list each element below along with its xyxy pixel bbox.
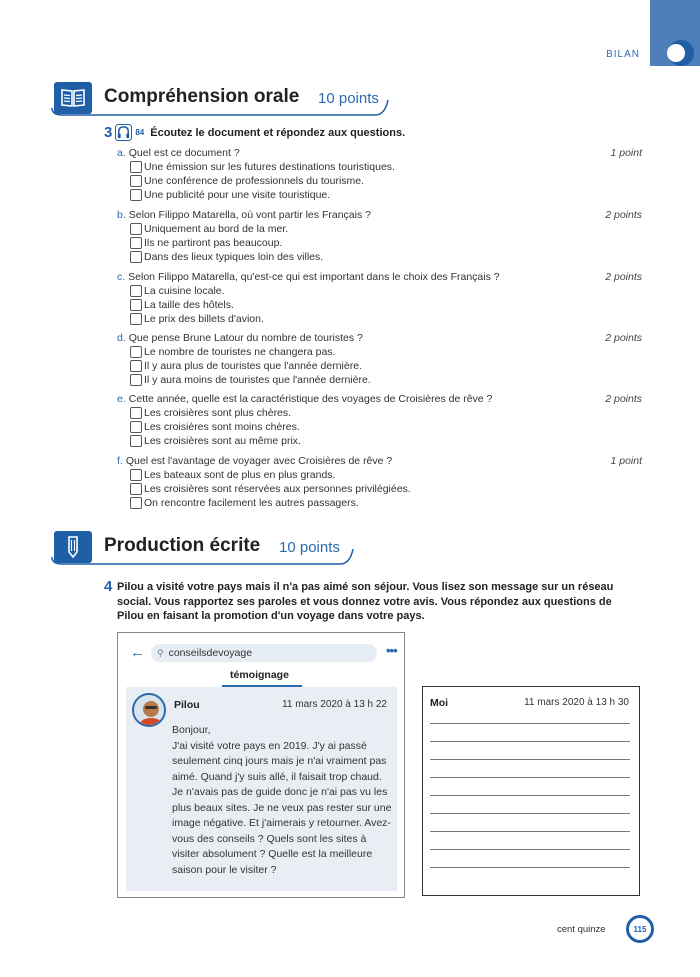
question-a: [117, 146, 642, 202]
reply-author: Moi: [430, 697, 449, 709]
pencil-icon: [54, 531, 92, 563]
question-b: [117, 208, 642, 264]
checkbox[interactable]: [130, 469, 142, 481]
answer-option[interactable]: On rencontre facilement les autres passagers.: [130, 496, 642, 510]
checkbox[interactable]: [130, 285, 142, 297]
book-icon: [54, 82, 92, 114]
checkbox[interactable]: [130, 223, 142, 235]
track-number: 84: [135, 128, 145, 137]
page-number-words: cent quinze: [557, 924, 606, 935]
question-letter: b.: [117, 209, 126, 221]
question-text: Quel est ce document ?: [128, 147, 240, 159]
answer-option[interactable]: Les croisières sont moins chères.: [130, 420, 642, 434]
tab-circle-decoration: [668, 40, 694, 66]
question-points: 2 points: [605, 271, 642, 283]
section-header-written: [50, 531, 360, 565]
question-letter: c.: [117, 271, 126, 283]
question-e: [117, 392, 642, 448]
reply-box[interactable]: [422, 686, 640, 896]
avatar[interactable]: [132, 693, 166, 727]
post-message: [172, 723, 392, 878]
checkbox[interactable]: [130, 374, 142, 386]
post-card: [126, 687, 397, 891]
writing-line: [430, 813, 630, 814]
question-f: [117, 454, 642, 510]
section-header-oral: [50, 82, 395, 116]
social-post-panel: [117, 632, 405, 898]
question-text: Cette année, quelle est la caractéristique des voyages de Croisières de rêve ?: [128, 393, 493, 405]
exercise-number: 4: [104, 578, 113, 595]
answer-option[interactable]: Une émission sur les futures destinations touristiques.: [130, 160, 642, 174]
question-letter: f.: [117, 455, 123, 467]
writing-line: [430, 849, 630, 850]
question-letter: d.: [117, 332, 126, 344]
checkbox[interactable]: [130, 346, 142, 358]
writing-line: [430, 795, 630, 796]
answer-option[interactable]: Le prix des billets d'avion.: [130, 312, 642, 326]
tab-temoignage[interactable]: témoignage: [230, 669, 289, 681]
writing-line: [430, 831, 630, 832]
question-points: 2 points: [605, 332, 642, 344]
exercise-3-header: [104, 124, 405, 141]
question-text: Que pense Brune Latour du nombre de touristes ?: [128, 332, 363, 344]
section-tag: BILAN: [606, 49, 640, 60]
section-points: 10 points: [318, 90, 379, 107]
answer-option[interactable]: Une publicité pour une visite touristique.: [130, 188, 642, 202]
answer-option[interactable]: Les croisières sont au même prix.: [130, 434, 642, 448]
answer-option[interactable]: Le nombre de touristes ne changera pas.: [130, 345, 642, 359]
writing-line: [430, 777, 630, 778]
section-title: Compréhension orale: [104, 86, 300, 107]
answer-option[interactable]: Il y aura plus de touristes que l'année dernière.: [130, 359, 642, 373]
question-text: Selon Filippo Matarella, qu'est-ce qui est important dans le choix des Français ?: [128, 271, 500, 283]
checkbox[interactable]: [130, 237, 142, 249]
checkbox[interactable]: [130, 421, 142, 433]
checkbox[interactable]: [130, 313, 142, 325]
post-author: Pilou: [174, 699, 200, 711]
question-points: 2 points: [605, 209, 642, 221]
question-c: [117, 270, 642, 326]
answer-option[interactable]: Dans des lieux typiques loin des villes.: [130, 250, 642, 264]
question-letter: a.: [117, 147, 126, 159]
answer-option[interactable]: Ils ne partiront pas beaucoup.: [130, 236, 642, 250]
checkbox[interactable]: [130, 161, 142, 173]
answer-option[interactable]: La cuisine locale.: [130, 284, 642, 298]
question-d: [117, 331, 642, 387]
writing-line: [430, 759, 630, 760]
answer-option[interactable]: Il y aura moins de touristes que l'année dernière.: [130, 373, 642, 387]
checkbox[interactable]: [130, 435, 142, 447]
exercise-instruction: Écoutez le document et répondez aux questions.: [150, 126, 406, 139]
question-letter: e.: [117, 393, 126, 405]
search-input[interactable]: ⚲ conseilsdevoyage: [151, 644, 377, 662]
section-points: 10 points: [279, 539, 340, 556]
writing-line: [430, 867, 630, 868]
reply-date: 11 mars 2020 à 13 h 30: [524, 697, 629, 708]
answer-option[interactable]: Les croisières sont plus chères.: [130, 406, 642, 420]
writing-line: [430, 723, 630, 724]
post-greeting: Bonjour,: [172, 724, 211, 736]
page-number: 115: [626, 915, 654, 943]
checkbox[interactable]: [130, 407, 142, 419]
checkbox[interactable]: [130, 251, 142, 263]
checkbox[interactable]: [130, 497, 142, 509]
more-dots-icon[interactable]: •••: [386, 643, 397, 658]
question-points: 1 point: [610, 147, 642, 159]
post-date: 11 mars 2020 à 13 h 22: [282, 699, 387, 710]
checkbox[interactable]: [130, 483, 142, 495]
checkbox[interactable]: [130, 360, 142, 372]
checkbox[interactable]: [130, 299, 142, 311]
search-icon: ⚲: [157, 647, 164, 658]
question-text: Quel est l'avantage de voyager avec Croisières de rêve ?: [125, 455, 393, 467]
headphones-icon[interactable]: [115, 124, 132, 141]
writing-line: [430, 741, 630, 742]
checkbox[interactable]: [130, 175, 142, 187]
post-body: J'ai visité votre pays en 2019. J'y ai passé seulement cinq jours mais je n'ai vraiment pas aimé. Quand j'y suis allé, il faisait trop chaud. Je n'avais pas de guide donc je n'ai pas vu les plus beaux sites. Je ne veux pas rester sur une image négative. Et j'aimerais y retourner. Avez-vous des conseils ? Quels sont les sites à visiter absolument ? Quelle est la meilleure saison pour le visiter ?: [172, 739, 392, 876]
answer-option[interactable]: Uniquement au bord de la mer.: [130, 222, 642, 236]
answer-option[interactable]: Les croisières sont réservées aux personnes privilégiées.: [130, 482, 642, 496]
exercise-number: 3: [104, 124, 113, 141]
question-text: Selon Filippo Matarella, où vont partir les Français ?: [128, 209, 371, 221]
exercise-4-instruction: Pilou a visité votre pays mais il n'a pas aimé son séjour. Vous lisez son message sur un réseau social. Vous rapportez ses paroles et vous donnez votre avis. Vous répondez aux questions de Pilou en faisant la promotion d'un voyage dans votre pays.: [117, 581, 614, 622]
arrow-left-icon[interactable]: ←: [130, 644, 145, 661]
checkbox[interactable]: [130, 189, 142, 201]
answer-option[interactable]: La taille des hôtels.: [130, 298, 642, 312]
section-title: Production écrite: [104, 535, 261, 556]
question-points: 1 point: [610, 455, 642, 467]
question-points: 2 points: [605, 393, 642, 405]
answer-option[interactable]: Les bateaux sont de plus en plus grands.: [130, 468, 642, 482]
answer-option[interactable]: Une conférence de professionnels du tourisme.: [130, 174, 642, 188]
